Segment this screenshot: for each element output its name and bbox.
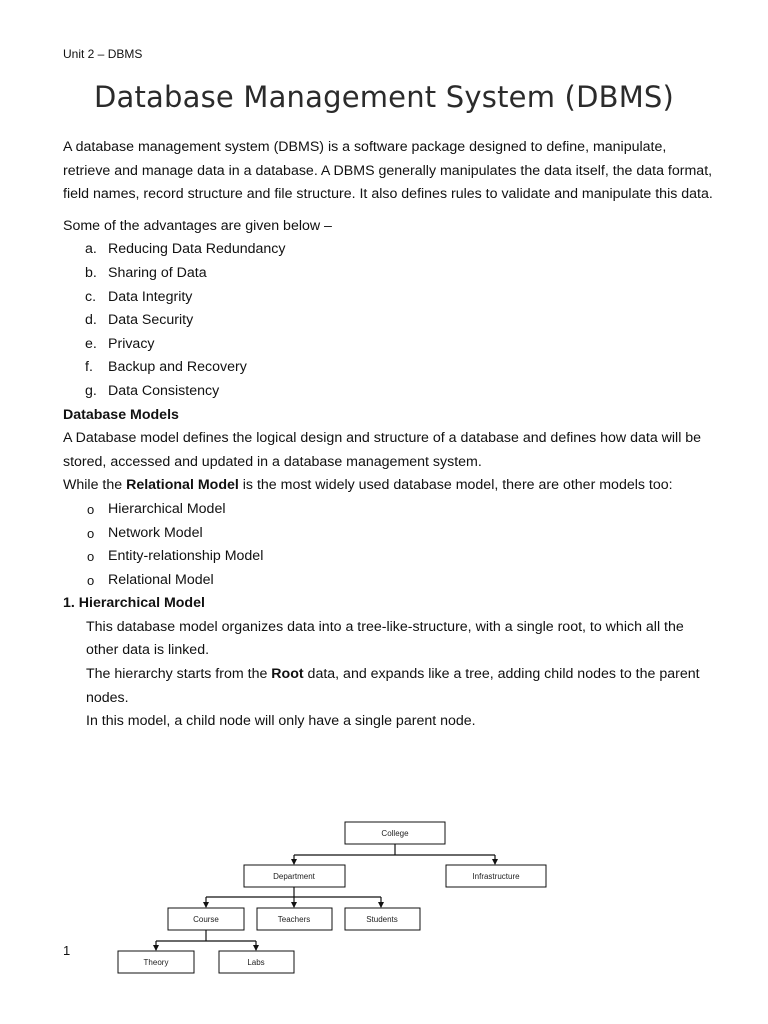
hierarchical-paragraph-1: This database model organizes data into a tree-like-structure, with a single root, to which all the other data is linked. [86,618,684,659]
hierarchical-paragraph-3: In this model, a child node will only have a single parent node. [86,713,476,730]
svg-text:Department: Department [273,872,315,881]
list-item: d. Data Security [85,312,194,329]
list-item: g. Data Consistency [85,382,220,399]
svg-text:Labs: Labs [247,958,265,967]
list-item: o Hierarchical Model [87,500,226,517]
relational-paragraph: While the Relational Model is the most widely used database model, there are other models too: [63,477,673,494]
hierarchical-heading: 1. Hierarchical Model [63,595,205,612]
advantages-intro: Some of the advantages are given below – [63,217,332,234]
list-item: c. Data Integrity [85,288,193,305]
tree-node-course [168,908,244,930]
models-heading: Database Models [63,406,179,423]
page-title: Database Management System (DBMS) [93,80,675,114]
list-item: o Network Model [87,524,203,541]
list-item: o Entity-relationship Model [87,548,264,565]
svg-text:College: College [381,829,409,838]
tree-node-theory [118,951,194,973]
tree-node-college [345,822,445,844]
list-item: a. Reducing Data Redundancy [85,241,286,258]
models-definition: A Database model defines the logical design and structure of a database and defines how data will be stored, accessed and updated in a database management system. [63,430,702,470]
list-item: e. Privacy [85,335,155,352]
svg-text:Course: Course [193,915,219,924]
svg-text:Infrastructure: Infrastructure [472,872,520,881]
page-header: Unit 2 – DBMS [63,47,143,61]
list-item: b. Sharing of Data [85,264,207,281]
tree-node-department [244,865,345,887]
hierarchical-paragraph-2: The hierarchy starts from the Root data, and expands like a tree, adding child nodes to the parent nodes. [86,666,700,706]
page-number: 1 [63,943,71,958]
tree-node-students [345,908,420,930]
svg-text:Teachers: Teachers [277,915,311,924]
tree-node-infrastructure [446,865,546,887]
tree-node-teachers [257,908,332,930]
list-item: o Relational Model [87,571,214,588]
intro-paragraph: A database management system (DBMS) is a software package designed to define, manipulate, retrieve and manage data in a database. A DBMS generally manipulates the data itself, the data format, field names, record structure and file structure. It also defines rules to validate and manipulate this data. [63,139,713,203]
list-item: f. Backup and Recovery [85,359,247,376]
svg-text:Students: Students [366,915,398,924]
svg-text:Theory: Theory [143,958,169,967]
tree-node-labs [219,951,294,973]
